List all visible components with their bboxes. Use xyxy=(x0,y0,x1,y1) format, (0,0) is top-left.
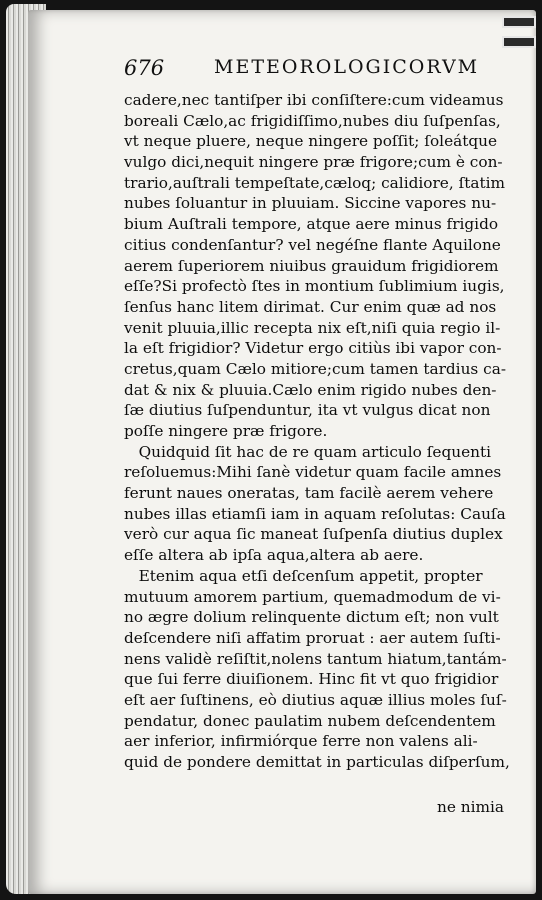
page-number: 676 xyxy=(124,56,165,80)
text-line: eſſe altera ab ipſa aqua,altera ab aere. xyxy=(124,546,424,565)
text-line: que ſui ferre diuiſionem. Hinc fit vt quo frigidior xyxy=(124,670,499,689)
text-line: nubes illas etiamſi iam in aquam reſolutas: Cauſa xyxy=(124,504,506,523)
text-line: eſſe?Si profectò ſtes in montium ſublimium iugis, xyxy=(124,277,505,296)
text-line: aerem ſuperiorem niuibus grauidum frigidiorem xyxy=(124,256,499,275)
text-line: boreali Cælo,ac frigidiſſimo,nubes diu ſuſpenſas, xyxy=(124,111,501,130)
text-line: ſenſus hanc litem dirimat. Cur enim quæ ad nos xyxy=(124,297,497,316)
text-line: Quidquid ſit hac de re quam articulo ſequenti xyxy=(124,442,492,461)
tab-marker xyxy=(502,36,536,48)
page-header xyxy=(124,52,514,82)
text-line: no ægre dolium relinquente dictum eſt; non vult xyxy=(124,608,499,627)
tab-marker xyxy=(502,16,536,28)
text-line: verò cur aqua ſic maneat ſuſpenſa diutius duplex xyxy=(124,525,503,544)
text-line: venit pluuia,illic recepta nix eſt,niſi quia regio il- xyxy=(124,318,501,337)
text-line: nubes ſoluantur in pluuiam. Siccine vapores nu- xyxy=(124,194,497,213)
body-text xyxy=(124,90,508,773)
text-line: cadere,nec tantiſper ibi conſiſtere:cum videamus xyxy=(124,91,504,109)
text-line: ferunt naues oneratas, tam facilè aerem vehere xyxy=(124,484,494,503)
text-line: reſoluemus:Mihi ſanè videtur quam facile amnes xyxy=(124,463,502,482)
text-line: vt neque pluere, neque ningere poſſit; ſoleátque xyxy=(124,132,498,151)
text-line: ſæ diutius ſuſpenduntur, ita vt vulgus dicat non xyxy=(124,401,491,420)
text-line: quid de pondere demittat in particulas diſperſum, xyxy=(124,753,510,771)
text-line: aer inferior, infirmiórque ferre non valens ali- xyxy=(124,732,478,751)
text-line: deſcendere niſi affatim proruat : aer autem ſuſti- xyxy=(124,628,501,647)
text-line: vulgo dici,nequit ningere præ frigore;cum è con- xyxy=(124,153,503,172)
text-line: cretus,quam Cælo mitiore;cum tamen tardius ca- xyxy=(124,359,506,378)
text-line: Etenim aqua etſi deſcenſum appetit, propter xyxy=(124,566,483,585)
text-line: la eſt frigidior? Videtur ergo citiùs ibi vapor con- xyxy=(124,339,502,358)
text-line: nens validè reſiſtit,nolens tantum hiatum,tantám- xyxy=(124,649,507,668)
text-line: poſſe ningere præ frigore. xyxy=(124,422,328,440)
catchword: ne nimia xyxy=(436,798,504,816)
text-line: eſt aer ſuſtinens, eò diutius aquæ illius moles ſuſ- xyxy=(124,690,507,709)
text-line: citius condenſantur? vel negéſne flante Aquilone xyxy=(124,235,501,254)
text-line: pendatur, donec paulatim nubem deſcendentem xyxy=(124,711,496,730)
text-line: trario,auſtrali tempeſtate,cæloq; calidiore, ſtatim xyxy=(124,173,506,192)
running-head: METEOROLOGICORVM xyxy=(214,56,480,78)
text-line: dat & nix & pluuia.Cælo enim rigido nubes den- xyxy=(124,380,497,399)
text-line: bium Auſtrali tempore, atque aere minus frigido xyxy=(124,215,499,234)
text-line: mutuum amorem partium, quemadmodum de vi- xyxy=(124,587,501,606)
